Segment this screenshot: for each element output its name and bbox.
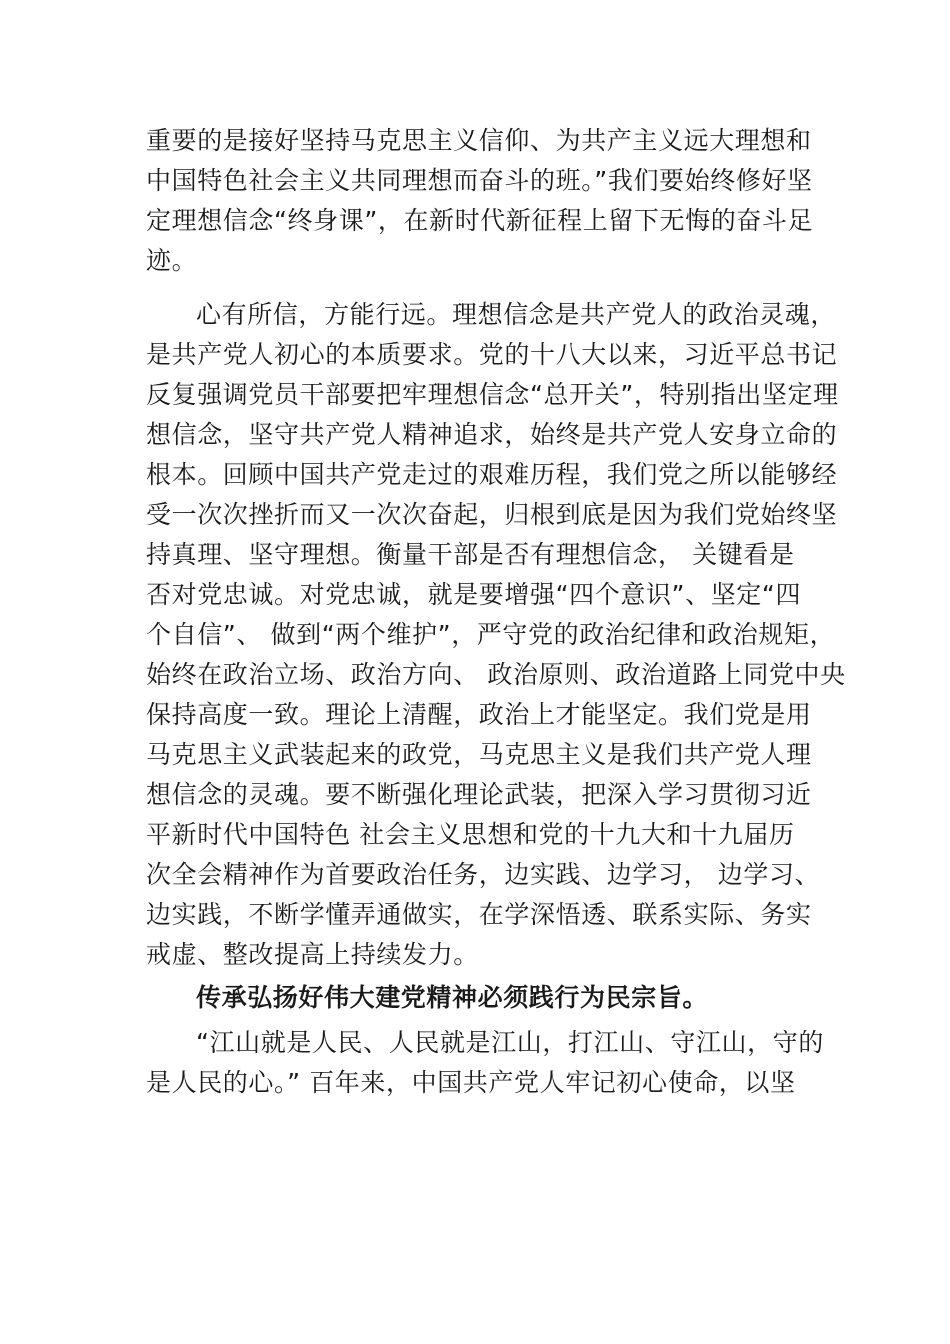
- paragraph-2-line-3: 反复强调党员干部要把牢理想信念“总开关”，特别指出坚定理: [146, 380, 839, 409]
- paragraph-2-line-10: 始终在政治立场、政治方向、 政治原则、政治道路上同党中央: [146, 660, 846, 689]
- paragraph-2-line-9: 个自信”、 做到“两个维护”，严守党的政治纪律和政治规矩，: [146, 620, 836, 649]
- section-heading: 传承弘扬好伟大建党精神必须践行为民宗旨。: [196, 983, 709, 1012]
- paragraph-2-line-2: 是共产党人初心的本质要求。党的十八大以来，习近平总书记: [146, 340, 838, 369]
- paragraph-2-line-7: 持真理、坚守理想。衡量干部是否有理想信念， 关键看是: [146, 540, 795, 569]
- paragraph-1-line-4: 迹。: [146, 246, 198, 275]
- paragraph-2-line-1: 心有所信，方能行远。理想信念是共产党人的政治灵魂，: [196, 300, 837, 329]
- paragraph-2-line-13: 想信念的灵魂。要不断强化理论武装，把深入学习贯彻习近: [146, 780, 812, 809]
- paragraph-2-line-15: 次全会精神作为首要政治任务，边实践、边学习， 边学习、: [146, 860, 821, 889]
- paragraph-2-line-6: 受一次次挫折而又一次次奋起，归根到底是因为我们党始终坚: [146, 500, 838, 529]
- paragraph-2-line-8: 否对党忠诚。对党忠诚，就是要增强“四个意识”、坚定“四: [146, 580, 802, 609]
- paragraph-1-line-1: 重要的是接好坚持马克思主义信仰、为共产主义远大理想和: [146, 126, 812, 155]
- paragraph-1-line-2: 中国特色社会主义共同理想而奋斗的班。”我们要始终修好坚: [146, 166, 813, 195]
- paragraph-2-line-14: 平新时代中国特色 社会主义思想和党的十九大和十九届历: [146, 820, 795, 849]
- paragraph-3-line-2: 是人民的心。” 百年来，中国共产党人牢记初心使命，以坚: [146, 1068, 796, 1097]
- paragraph-1-line-3: 定理想信念“终身课”，在新时代新征程上留下无悔的奋斗足: [146, 206, 814, 235]
- paragraph-2-line-12: 马克思主义武装起来的政党，马克思主义是我们共产党人理: [146, 740, 812, 769]
- paragraph-2-line-4: 想信念，坚守共产党人精神追求，始终是共产党人安身立命的: [146, 420, 838, 449]
- paragraph-3-line-1: “江山就是人民、人民就是江山，打江山、守江山，守的: [196, 1028, 824, 1057]
- paragraph-2-line-17: 戒虚、整改提高上持续发力。: [146, 940, 479, 969]
- paragraph-2-line-5: 根本。回顾中国共产党走过的艰难历程，我们党之所以能够经: [146, 460, 838, 489]
- paragraph-2-line-11: 保持高度一致。理论上清醒，政治上才能坚定。我们党是用: [146, 700, 812, 729]
- paragraph-2-line-16: 边实践，不断学懂弄通做实，在学深悟透、联系实际、务实: [146, 900, 812, 929]
